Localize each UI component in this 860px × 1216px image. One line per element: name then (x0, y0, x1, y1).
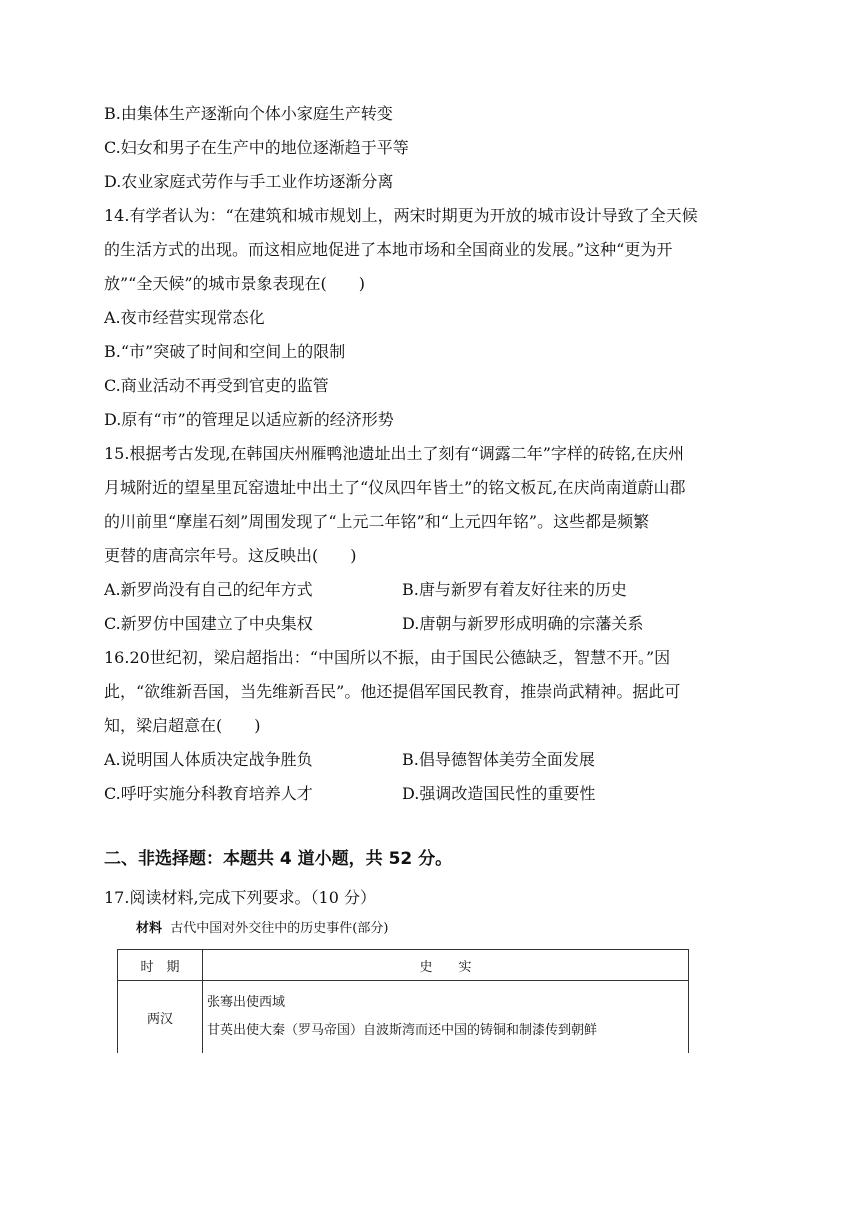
table-row (118, 981, 689, 1054)
q13-option-d: D.农业家庭式劳作与手工业作坊逐渐分离 (104, 172, 394, 191)
q13-option-b: B.由集体生产逐渐向个体小家庭生产转变 (104, 104, 393, 123)
q16-option-c: C.呼吁实施分科教育培养人才 (104, 784, 313, 803)
q14-option-a: A.夜市经营实现常态化 (104, 308, 265, 327)
q16-stem-line: 此，“欲维新吾国，当先维新吾民”。他还提倡军国民教育，推崇尚武精神。据此可 (104, 682, 681, 701)
material-caption-text: 古代中国对外交往中的历史事件(部分) (170, 921, 389, 936)
table-header-period: 时 期 (118, 950, 203, 981)
q16-stem-line: 16.20世纪初，梁启超指出：“中国所以不振，由于国民公德缺乏，智慧不开。”因 (104, 648, 671, 667)
q16-stem-line: 知，梁启超意在( ) (104, 716, 261, 735)
fact-line: 张骞出使西域 (207, 995, 286, 1010)
q15-stem-line: 月城附近的望星里瓦窑遗址中出土了“仪凤四年皆土”的铭文板瓦,在庆尚南道蔚山郡 (104, 478, 686, 497)
q15-option-d: D.唐朝与新罗形成明确的宗藩关系 (402, 614, 644, 633)
q16-option-b: B.倡导德智体美劳全面发展 (402, 750, 595, 769)
table-cell-facts (203, 981, 689, 1054)
q15-stem-line: 的川前里“摩崖石刻”周围发现了“上元二年铭”和“上元四年铭”。这些都是频繁 (104, 512, 650, 531)
q14-option-b: B.“市”突破了时间和空间上的限制 (104, 342, 346, 361)
fact-line: 甘英出使大秦（罗马帝国）自波斯湾而还中国的铸铜和制漆传到朝鲜 (207, 1023, 598, 1038)
q13-option-c: C.妇女和男子在生产中的地位逐渐趋于平等 (104, 138, 409, 157)
material-label: 材料 (136, 921, 163, 936)
q14-option-c: C.商业活动不再受到官吏的监管 (104, 376, 329, 395)
q15-option-c: C.新罗仿中国建立了中央集权 (104, 614, 313, 633)
table-header-facts: 史 实 (203, 950, 689, 981)
q14-option-d: D.原有“市”的管理足以适应新的经济形势 (104, 410, 394, 429)
section-heading: 二、非选择题：本题共 4 道小题，共 52 分。 (104, 849, 453, 869)
q16-option-d: D.强调改造国民性的重要性 (402, 784, 596, 803)
q15-stem-line: 更替的唐高宗年号。这反映出( ) (104, 546, 357, 565)
table-header-row (118, 950, 689, 981)
q14-stem-line: 14.有学者认为：“在建筑和城市规划上，两宋时期更为开放的城市设计导致了全天候 (104, 206, 698, 225)
q15-stem-line: 15.根据考古发现,在韩国庆州雁鸭池遗址出土了刻有“调露二年”字样的砖铭,在庆州 (104, 444, 684, 463)
q14-stem-line: 放”“全天候”的城市景象表现在( ) (104, 274, 366, 293)
q15-option-a: A.新罗尚没有自己的纪年方式 (104, 580, 313, 599)
table-cell-period: 两汉 (118, 981, 203, 1054)
q14-stem-line: 的生活方式的出现。而这相应地促进了本地市场和全国商业的发展。”这种“更为开 (104, 240, 673, 259)
material-caption (136, 920, 388, 938)
q16-option-a: A.说明国人体质决定战争胜负 (104, 750, 313, 769)
q17-stem: 17.阅读材料,完成下列要求。（10 分） (104, 888, 376, 907)
history-table (117, 949, 689, 1053)
q15-option-b: B.唐与新罗有着友好往来的历史 (402, 580, 627, 599)
